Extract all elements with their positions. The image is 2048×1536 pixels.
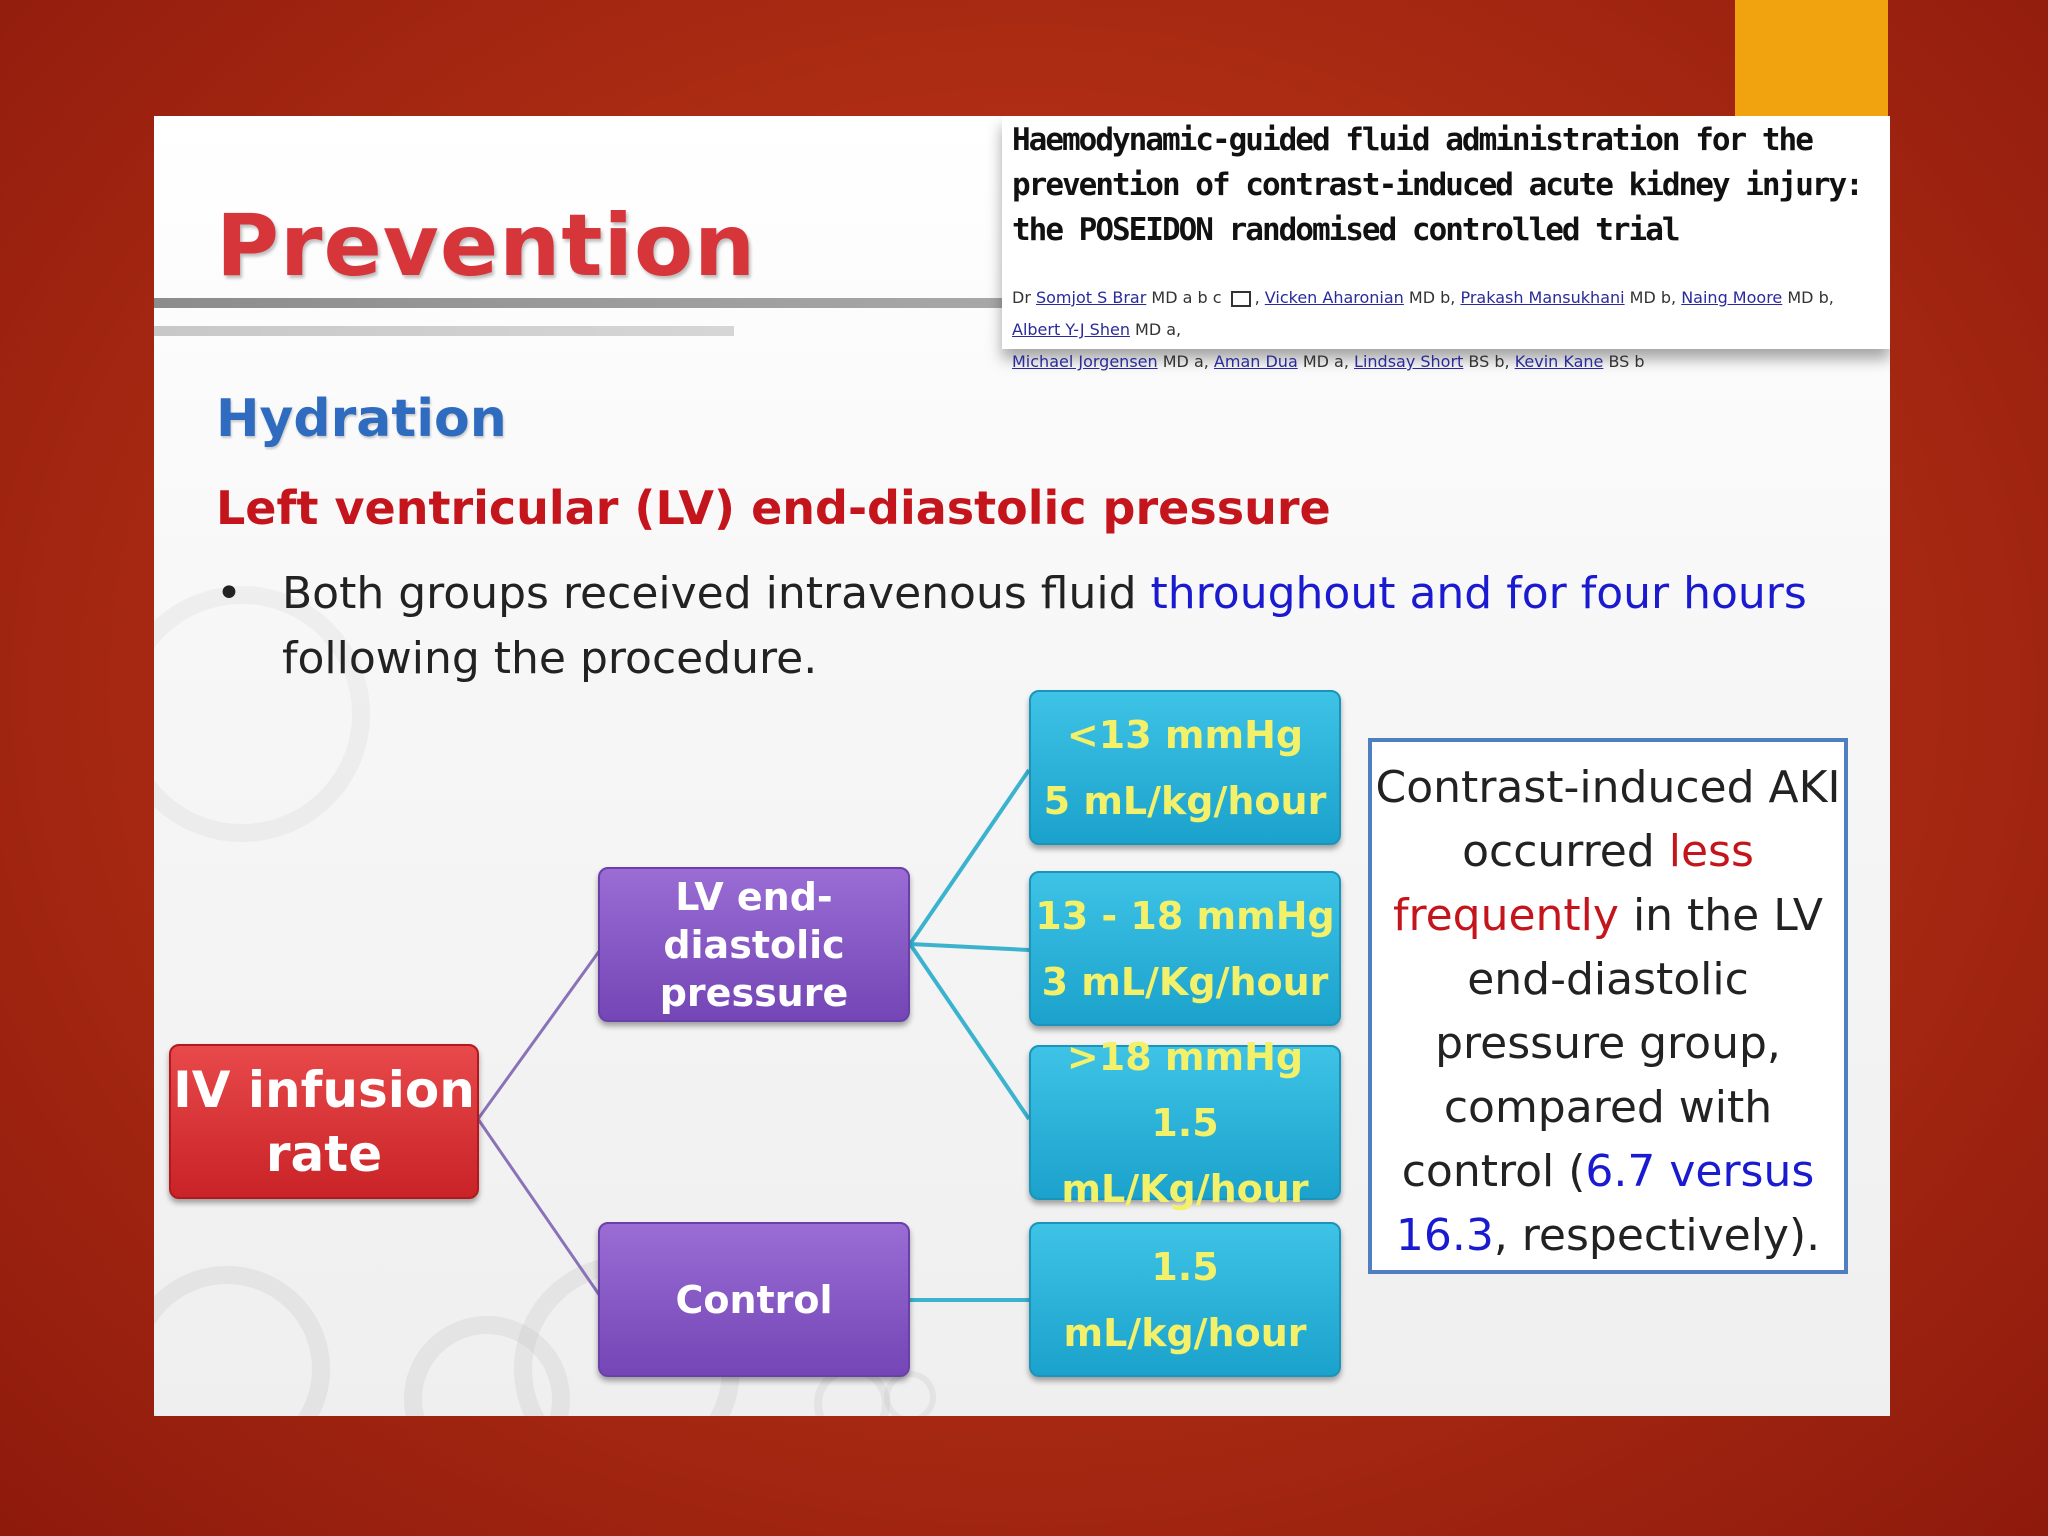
author-name[interactable]: Albert Y-J Shen <box>1012 320 1130 339</box>
connector-root-lv <box>478 950 600 1119</box>
author-name[interactable]: Aman Dua <box>1213 352 1298 371</box>
section-subheading: Left ventricular (LV) end-diastolic pressure <box>216 481 1331 535</box>
bullet-highlight: throughout and for four hours <box>1150 568 1807 619</box>
leaf-node-13-18: 13 - 18 mmHg 3 mL/Kg/hour <box>1029 871 1341 1026</box>
leaf-node-control-rate: 1.5 mL/kg/hour <box>1029 1222 1341 1377</box>
slide <box>154 116 1890 1416</box>
author-name[interactable]: Naing Moore <box>1681 288 1783 307</box>
leaf-node-gt18: >18 mmHg 1.5 mL/Kg/hour <box>1029 1045 1341 1200</box>
authors-line: Dr Somjot S Brar MD a b c , Vicken Aharonian MD b, Prakash Mansukhani MD b, Naing Moore MD b, Albert Y-J Shen MD a, <box>1012 288 1834 339</box>
root-node-iv-infusion: IV infusion rate <box>169 1044 479 1199</box>
section-heading: Hydration <box>216 389 507 449</box>
slide-title: Prevention <box>216 196 757 296</box>
accent-tab <box>1735 0 1888 116</box>
bullet-text: Both groups received intravenous fluid throughout and for four hours following the procedure. <box>282 568 1807 684</box>
connector-lv-leaf3 <box>910 944 1029 1119</box>
leaf-node-lt13: <13 mmHg 5 mL/kg/hour <box>1029 690 1341 845</box>
branch-node-lv-pressure: LV end-diastolic pressure <box>598 867 910 1022</box>
note-highlight-blue: 6.7 versus 16.3 <box>1395 1146 1815 1261</box>
author-name[interactable]: Michael Jorgensen <box>1012 352 1158 371</box>
author-name[interactable]: Prakash Mansukhani <box>1460 288 1625 307</box>
connector-lv-leaf1 <box>910 770 1029 944</box>
reference-title: Haemodynamic-guided fluid administration for the prevention of contrast-induced acute kidney injury: the POSEIDON randomised controlled trial <box>1012 122 1862 248</box>
connector-root-control <box>478 1119 600 1296</box>
author-name[interactable]: Vicken Aharonian <box>1264 288 1404 307</box>
bullet-marker: • <box>216 568 242 619</box>
author-name[interactable]: Somjot S Brar <box>1035 288 1147 307</box>
author-name[interactable]: Kevin Kane <box>1514 352 1604 371</box>
branch-node-control: Control <box>598 1222 910 1377</box>
author-name[interactable]: Lindsay Short <box>1354 352 1464 371</box>
note-highlight-red: less frequently <box>1392 826 1754 941</box>
connector-lv-leaf2 <box>910 944 1029 950</box>
authors-line: Michael Jorgensen MD a, Aman Dua MD a, Lindsay Short BS b, Kevin Kane BS b <box>1012 352 1645 371</box>
result-note: Contrast-induced AKI occurred less frequently in the LV end-diastolic pressure group, compared with control (6.7 versus 16.3, respectively). <box>1368 738 1848 1274</box>
